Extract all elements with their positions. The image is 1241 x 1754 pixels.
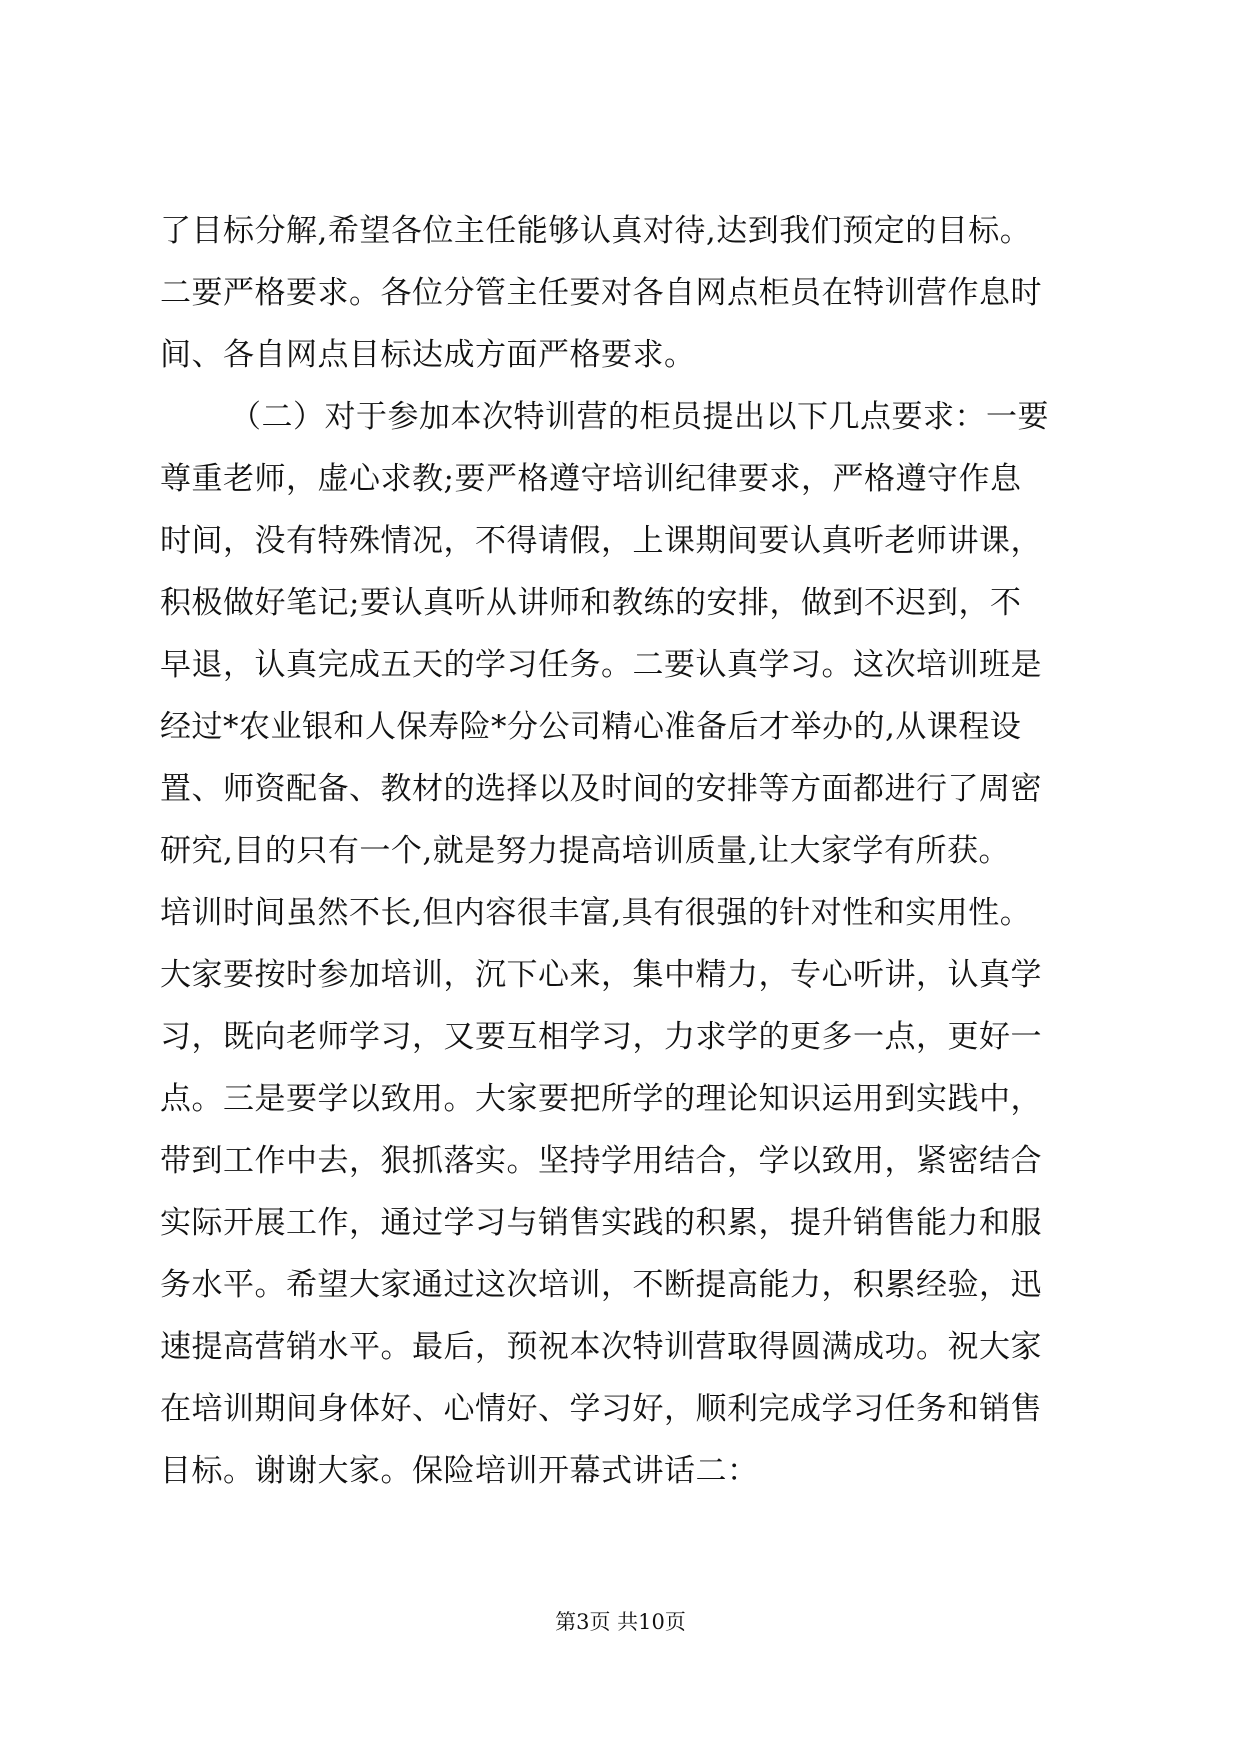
text-line: 实际开展工作，通过学习与销售实践的积累，提升销售能力和服 xyxy=(160,1205,1042,1241)
text-line: 带到工作中去，狠抓落实。坚持学用结合，学以致用，紧密结合 xyxy=(160,1143,1042,1179)
text-line: 研究,目的只有一个,就是努力提高培训质量,让大家学有所获。 xyxy=(160,833,1011,869)
text-line: 时间，没有特殊情况，不得请假，上课期间要认真听老师讲课， xyxy=(160,523,1042,559)
text-line: 了目标分解,希望各位主任能够认真对待,达到我们预定的目标。 xyxy=(160,213,1032,249)
text-line: 习，既向老师学习，又要互相学习，力求学的更多一点，更好一 xyxy=(160,1019,1042,1055)
text-line: 大家要按时参加培训，沉下心来，集中精力，专心听讲，认真学 xyxy=(160,957,1042,993)
text-line: 点。三是要学以致用。大家要把所学的理论知识运用到实践中， xyxy=(160,1081,1042,1117)
text-line: 积极做好笔记;要认真听从讲师和教练的安排，做到不迟到，不 xyxy=(160,585,1022,621)
text-line: 目标。谢谢大家。保险培训开幕式讲话二： xyxy=(160,1453,759,1489)
text-line: 在培训期间身体好、心情好、学习好，顺利完成学习任务和销售 xyxy=(160,1391,1042,1427)
text-line: 二要严格要求。各位分管主任要对各自网点柜员在特训营作息时 xyxy=(160,275,1042,311)
text-line: 经过*农业银和人保寿险*分公司精心准备后才举办的,从课程设 xyxy=(160,709,1022,745)
page-number-footer: 第3页 共10页 xyxy=(555,1610,686,1634)
text-line: 置、师资配备、教材的选择以及时间的安排等方面都进行了周密 xyxy=(160,771,1042,807)
paragraph-start-line: （二）对于参加本次特训营的柜员提出以下几点要求：一要 xyxy=(230,399,1049,435)
text-line: 尊重老师，虚心求教;要严格遵守培训纪律要求，严格遵守作息 xyxy=(160,461,1022,497)
text-line: 培训时间虽然不长,但内容很丰富,具有很强的针对性和实用性。 xyxy=(160,895,1032,931)
text-line: 务水平。希望大家通过这次培训，不断提高能力，积累经验，迅 xyxy=(160,1267,1042,1303)
text-line: 间、各自网点目标达成方面严格要求。 xyxy=(160,337,696,373)
text-line: 速提高营销水平。最后，预祝本次特训营取得圆满成功。祝大家 xyxy=(160,1329,1042,1365)
text-line: 早退，认真完成五天的学习任务。二要认真学习。这次培训班是 xyxy=(160,647,1042,683)
document-body xyxy=(160,200,1090,1502)
